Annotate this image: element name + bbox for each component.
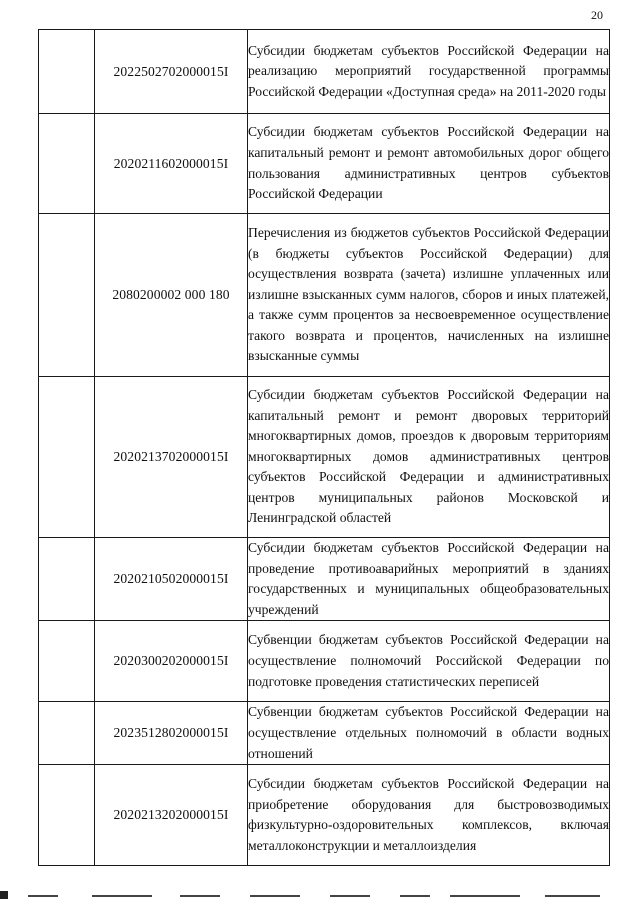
description-cell: Субсидии бюджетам субъектов Российской Федерации на капитальный ремонт и ремонт дворовых территорий многоквартирных домов, проездов к дворовым территориям многоквартирных домов административных центров субъектов Российской Федерации и административных центров муниципальных районов Московской и Ленинградской областей <box>248 377 610 538</box>
empty-cell <box>39 30 95 114</box>
scan-mark <box>330 895 370 897</box>
code-cell: 2020211602000015I <box>95 114 248 214</box>
code-cell: 2080200002 000 180 <box>95 214 248 377</box>
scan-mark <box>400 895 430 897</box>
scan-mark <box>545 895 600 897</box>
description-cell: Субвенции бюджетам субъектов Российской Федерации на осуществление отдельных полномочий в области водных отношений <box>248 702 610 765</box>
empty-cell <box>39 214 95 377</box>
scan-mark <box>28 895 58 897</box>
scan-mark <box>250 895 300 897</box>
empty-cell <box>39 114 95 214</box>
code-cell: 2020213202000015I <box>95 765 248 866</box>
code-cell: 2022502702000015I <box>95 30 248 114</box>
scan-edge-marks <box>0 885 640 905</box>
description-cell: Субсидии бюджетам субъектов Российской Федерации на проведение противоаварийных мероприятий в зданиях государственных и муниципальных общеобразовательных учреждений <box>248 538 610 621</box>
description-cell: Субсидии бюджетам субъектов Российской Федерации на приобретение оборудования для быстровозводимых физкультурно-оздоровительных комплексов, включая металлоконструкции и металлоизделия <box>248 765 610 866</box>
table-row <box>39 214 610 377</box>
description-cell: Перечисления из бюджетов субъектов Российской Федерации (в бюджеты субъектов Российской Федерации) для осуществления возврата (зачета) излишне уплаченных или излишне взысканных сумм налогов, сборов и иных платежей, а также сумм процентов за несвоевременное осуществление такого возврата и процентов, начисленных на излишне взысканные суммы <box>248 214 610 377</box>
empty-cell <box>39 765 95 866</box>
code-cell: 2020213702000015I <box>95 377 248 538</box>
scan-mark <box>450 895 520 897</box>
code-cell: 2020300202000015I <box>95 621 248 702</box>
budget-codes-table <box>38 29 610 866</box>
table-row <box>39 538 610 621</box>
table-row <box>39 30 610 114</box>
description-cell: Субвенции бюджетам субъектов Российской Федерации на осуществление полномочий Российской Федерации по подготовке проведения статистических переписей <box>248 621 610 702</box>
table-row <box>39 114 610 214</box>
table-row <box>39 621 610 702</box>
table-row <box>39 765 610 866</box>
description-cell: Субсидии бюджетам субъектов Российской Федерации на капитальный ремонт и ремонт автомобильных дорог общего пользования административных центров субъектов Российской Федерации <box>248 114 610 214</box>
code-cell: 2020210502000015I <box>95 538 248 621</box>
empty-cell <box>39 702 95 765</box>
scan-mark <box>92 895 152 897</box>
scan-mark <box>0 891 8 899</box>
code-cell: 2023512802000015I <box>95 702 248 765</box>
table-row <box>39 377 610 538</box>
empty-cell <box>39 621 95 702</box>
page-number: 20 <box>591 8 603 22</box>
scan-mark <box>180 895 220 897</box>
empty-cell <box>39 377 95 538</box>
empty-cell <box>39 538 95 621</box>
description-cell: Субсидии бюджетам субъектов Российской Федерации на реализацию мероприятий государственной программы Российской Федерации «Доступная среда» на 2011-2020 годы <box>248 30 610 114</box>
table-row <box>39 702 610 765</box>
